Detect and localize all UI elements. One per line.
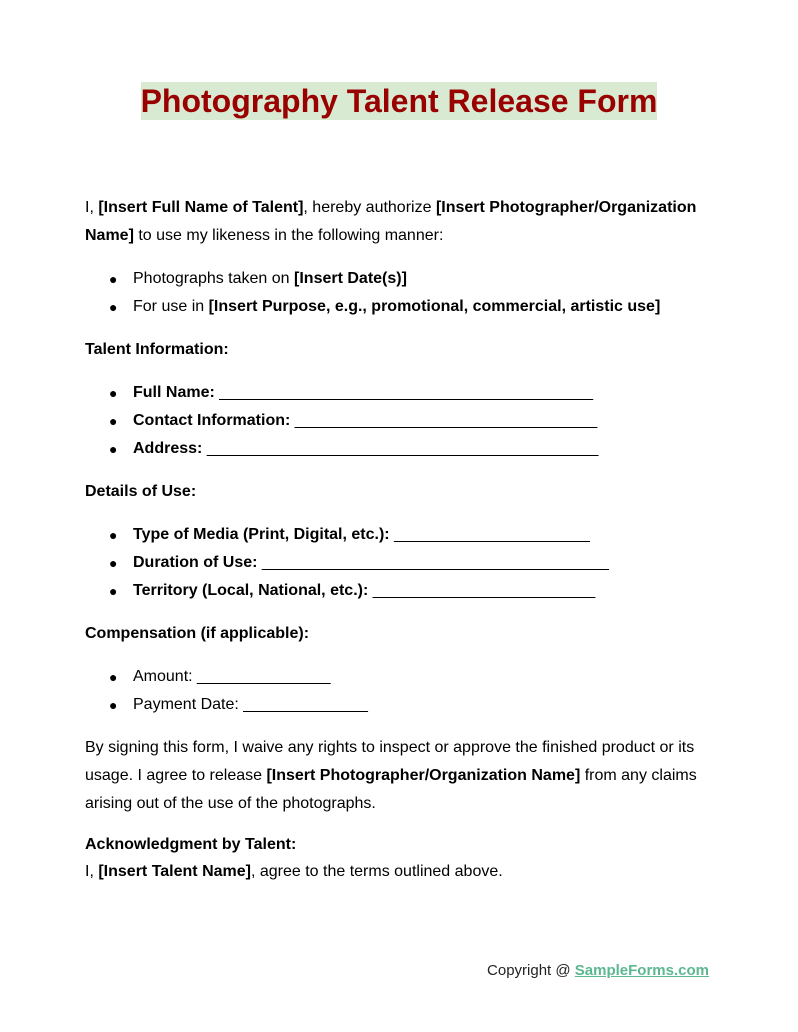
page-title: Photography Talent Release Form — [140, 83, 658, 119]
list-item: ● Photographs taken on [Insert Date(s)] — [85, 265, 713, 293]
bullet-icon: ● — [109, 271, 118, 287]
copyright-footer: Copyright @ SampleForms.com — [487, 962, 709, 979]
media-type-field[interactable]: ● Type of Media (Print, Digital, etc.): ______________________ — [85, 521, 713, 549]
brand-link[interactable]: SampleForms.com — [574, 962, 709, 979]
document-body — [85, 194, 713, 887]
organization-placeholder: [Insert Photographer/Organization Name] — [85, 199, 697, 244]
intro-paragraph: I, [Insert Full Name of Talent], hereby authorize [Insert Photographer/Organization Name] to use my likeness in the following manner: — [85, 199, 697, 244]
bullet-icon: ● — [109, 413, 118, 429]
bullet-icon: ● — [109, 299, 118, 315]
acknowledgment-paragraph: I, [Insert Talent Name], agree to the terms outlined above. — [85, 863, 503, 880]
territory-field[interactable]: ● Territory (Local, National, etc.): _________________________ — [85, 577, 713, 605]
usage-list — [85, 265, 713, 321]
bullet-icon: ● — [109, 697, 118, 713]
title-wrapper — [0, 82, 798, 120]
address-field[interactable]: ● Address: ____________________________________________ — [85, 435, 713, 463]
bullet-icon: ● — [109, 555, 118, 571]
amount-field[interactable]: ● Amount: _______________ — [85, 663, 713, 691]
bullet-icon: ● — [109, 583, 118, 599]
payment-date-field[interactable]: ● Payment Date: ______________ — [85, 691, 713, 719]
contact-information-field[interactable]: ● Contact Information: __________________________________ — [85, 407, 713, 435]
talent-info-heading: Talent Information: — [85, 341, 229, 358]
acknowledgment-heading: Acknowledgment by Talent: — [85, 836, 297, 853]
bullet-icon: ● — [109, 669, 118, 685]
compensation-heading: Compensation (if applicable): — [85, 625, 310, 642]
duration-field[interactable]: ● Duration of Use: _______________________________________ — [85, 549, 713, 577]
compensation-list — [85, 663, 713, 719]
talent-name-placeholder: [Insert Talent Name] — [98, 863, 251, 880]
list-item: ● For use in [Insert Purpose, e.g., promotional, commercial, artistic use] — [85, 293, 713, 321]
talent-name-placeholder: [Insert Full Name of Talent] — [98, 199, 304, 216]
talent-info-list — [85, 379, 713, 463]
bullet-icon: ● — [109, 385, 118, 401]
bullet-icon: ● — [109, 441, 118, 457]
details-list — [85, 521, 713, 605]
full-name-field[interactable]: ● Full Name: __________________________________________ — [85, 379, 713, 407]
details-heading: Details of Use: — [85, 483, 197, 500]
bullet-icon: ● — [109, 527, 118, 543]
waiver-paragraph: By signing this form, I waive any rights to inspect or approve the finished product or its usage. I agree to release [Insert Photographer/Organization Name] from any claims arising out of the use of the photographs. — [85, 739, 697, 812]
